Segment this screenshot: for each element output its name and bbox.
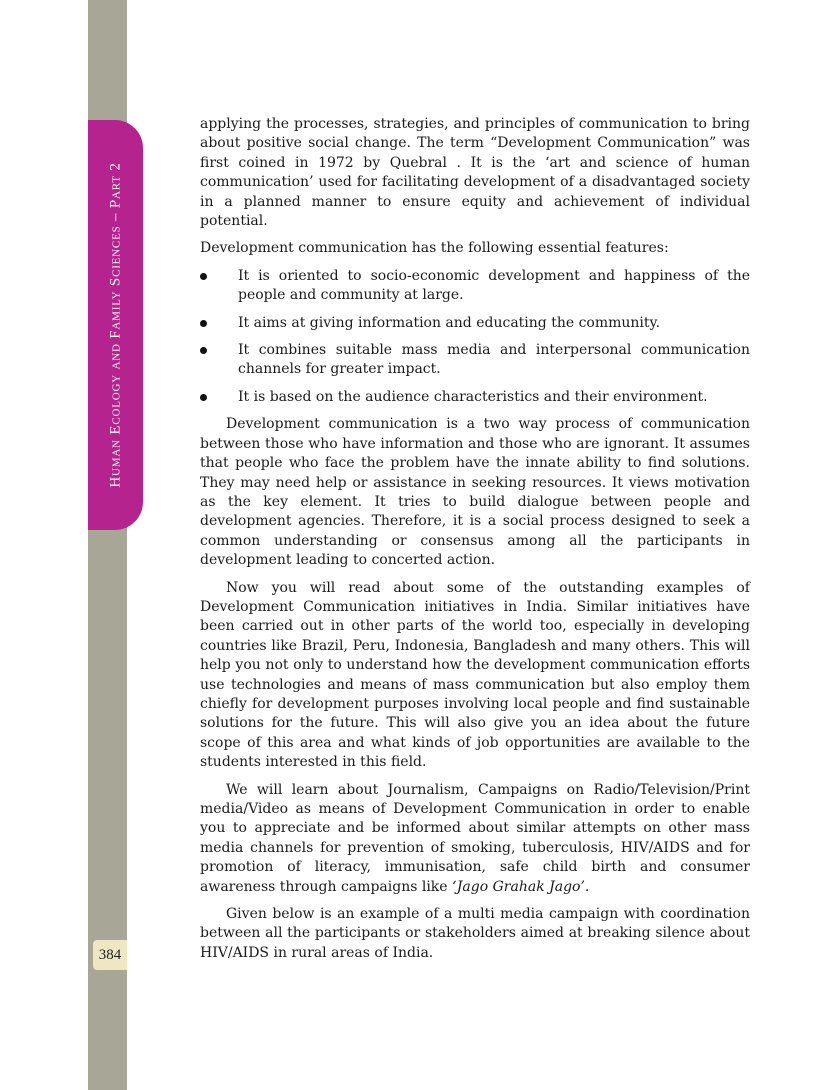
page-content <box>200 115 750 971</box>
list-item: It aims at giving information and educating the community. <box>200 314 750 333</box>
campaign-name: ‘Jago Grahak Jago’. <box>452 878 590 895</box>
paragraph-campaigns-text: We will learn about Journalism, Campaigns on Radio/Television/Print media/Video as means of Development Communication in order to enable you to appreciate and be informed about similar attempts on other mass media channels for prevention of smoking, tuberculosis, HIV/AIDS and for promotion of literacy, immunisation, safe child birth and consumer awareness through campaigns like <box>200 781 750 895</box>
bullet-icon <box>200 347 207 354</box>
bullet-icon <box>200 273 207 280</box>
paragraph-campaigns <box>200 781 750 897</box>
paragraph-hiv-campaign: Given below is an example of a multi media campaign with coordination between all the participants or stakeholders aimed at breaking silence about HIV/AIDS in rural areas of India. <box>200 906 750 961</box>
bullet-icon <box>200 394 207 401</box>
features-intro: Development communication has the following essential features: <box>200 240 669 257</box>
running-header: Human Ecology and Family Sciences – Part 2 <box>107 162 124 488</box>
paragraph-two-way-process: Development communication is a two way process of communication between those who have information and those who are ignorant. It assumes that people who face the problem have the innate ability to find solutions. They may need help or assistance in seeking resources. It views motivation as the key element. It tries to build dialogue between people and development agencies. Therefore, it is a social process designed to seek a common understanding or consensus among all the participants in development leading to concerted action. <box>200 416 750 569</box>
page-number: 384 <box>93 940 127 970</box>
features-list <box>200 267 750 407</box>
list-item: It is oriented to socio-economic development and happiness of the people and community at large. <box>200 267 750 306</box>
bullet-icon <box>200 320 207 327</box>
paragraph-definition: applying the processes, strategies, and principles of communication to bring about positive social change. The term “Development Communication” was first coined in 1972 by Quebral . It is the ‘art and science of human communication’ used for facilitating development of a disadvantaged society in a planned manner to ensure equity and achievement of individual potential. <box>200 116 750 230</box>
list-item: It is based on the audience characteristics and their environment. <box>200 388 750 407</box>
list-item: It combines suitable mass media and interpersonal communication channels for greater impact. <box>200 341 750 380</box>
paragraph-examples: Now you will read about some of the outstanding examples of Development Communication initiatives in India. Similar initiatives have been carried out in other parts of the world too, especially in developing countries like Brazil, Peru, Indonesia, Bangladesh and many others. This will help you not only to understand how the development communication efforts use technologies and means of mass communication but also employ them chiefly for development purposes involving local people and find sustainable solutions for the future. This will also give you an idea about the future scope of this area and what kinds of job opportunities are available to the students interested in this field. <box>200 579 750 771</box>
